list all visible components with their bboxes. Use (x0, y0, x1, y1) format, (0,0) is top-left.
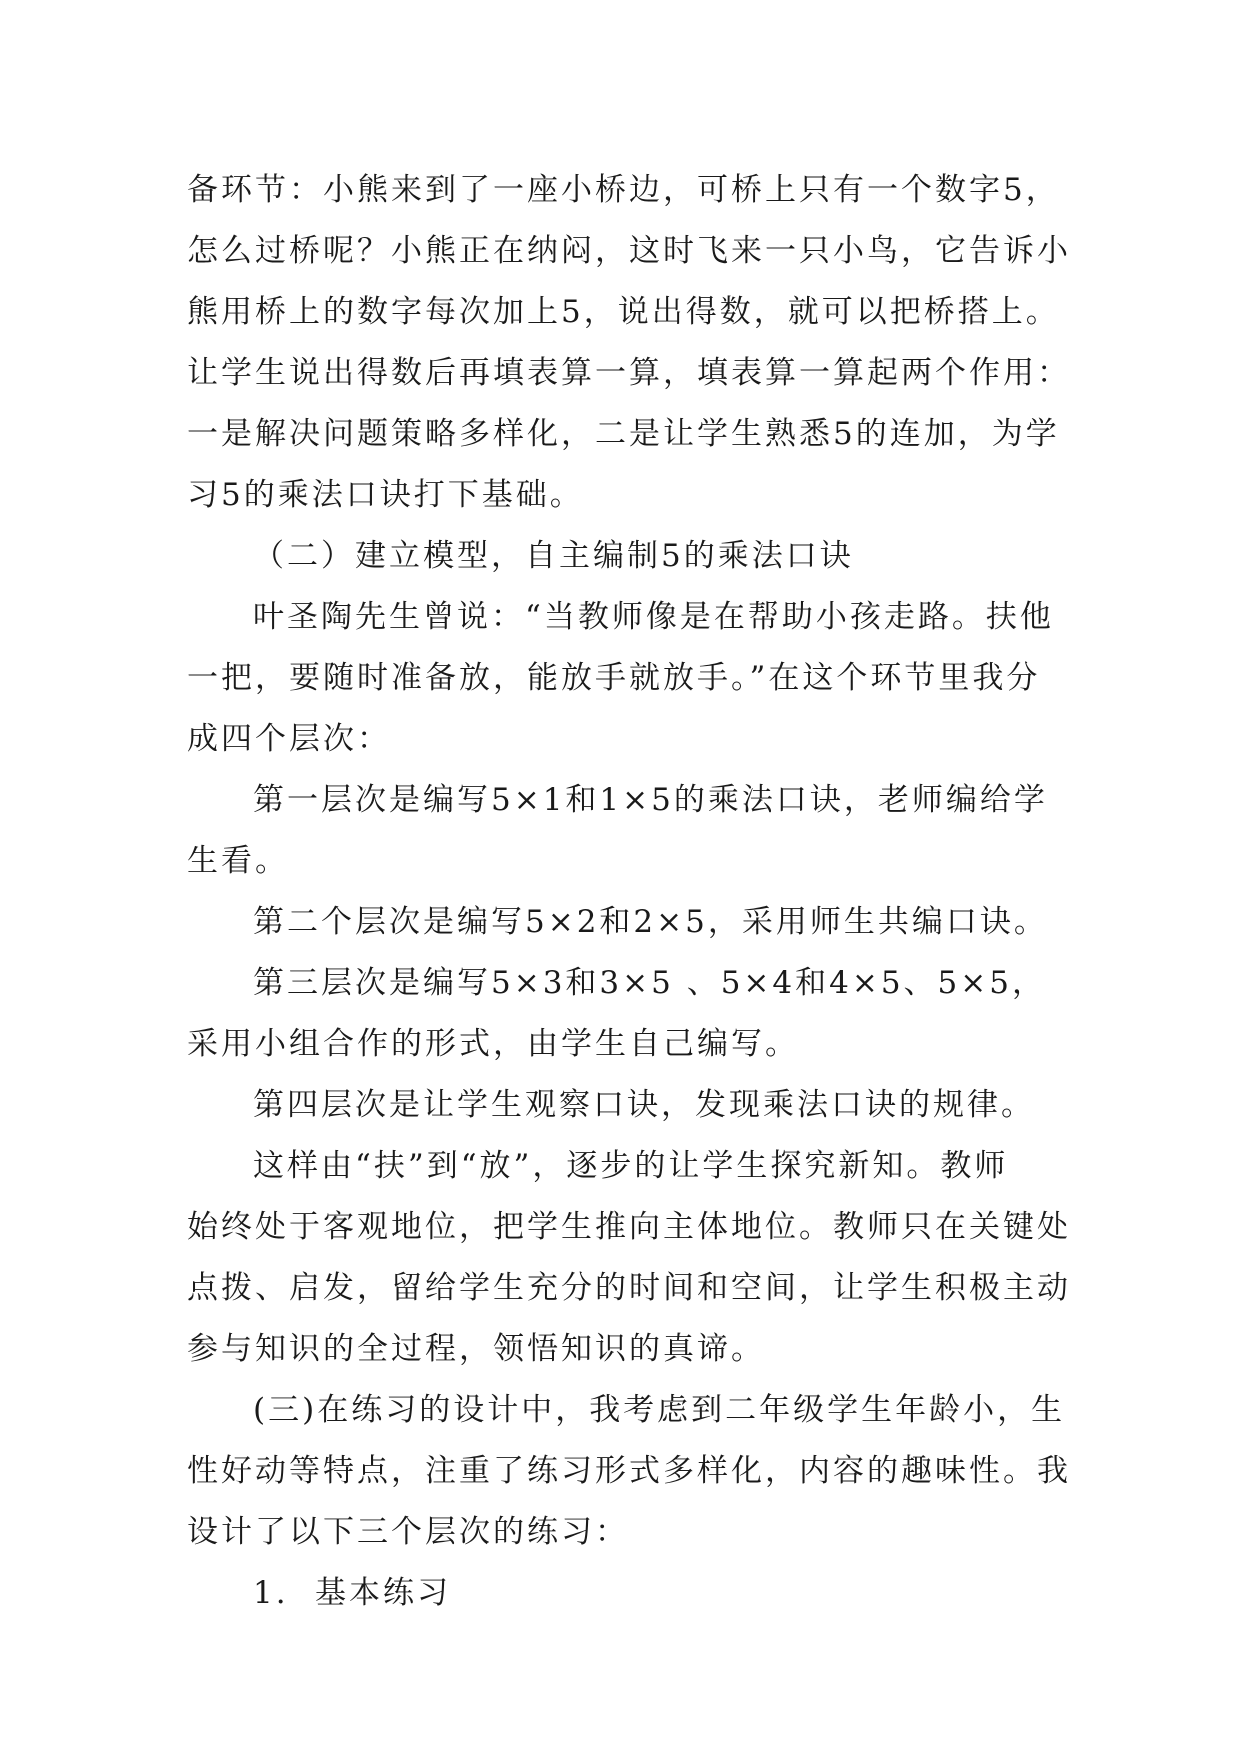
paragraph-line: 备环节：小熊来到了一座小桥边，可桥上只有一个数字5， (187, 172, 1060, 208)
paragraph-line: 生看。 (187, 843, 289, 879)
paragraph-line: 第四层次是让学生观察口诀，发现乘法口诀的规律。 (253, 1087, 1035, 1123)
paragraph-line: 第三层次是编写5×3和3×5 、5×4和4×5、5×5， (253, 965, 1046, 1001)
paragraph-line: 怎么过桥呢？小熊正在纳闷，这时飞来一只小鸟，它告诉小 (187, 233, 1071, 269)
paragraph-line: 成四个层次： (187, 721, 391, 757)
paragraph-line: 始终处于客观地位，把学生推向主体地位。教师只在关键处 (187, 1209, 1071, 1245)
paragraph-line: 一把，要随时准备放，能放手就放手。”在这个环节里我分 (187, 660, 1041, 696)
document-page (187, 160, 1071, 1624)
list-item-label: 基本练习 (315, 1575, 451, 1611)
paragraph-line: 点拨、启发，留给学生充分的时间和空间，让学生积极主动 (187, 1270, 1071, 1306)
paragraph-line: 这样由“扶”到“放”，逐步的让学生探究新知。教师 (253, 1148, 1009, 1184)
list-item-number: 1. (253, 1575, 289, 1611)
paragraph-line: 第一层次是编写5×1和1×5的乘法口诀，老师编给学 (253, 782, 1048, 818)
paragraph-line: 采用小组合作的形式，由学生自己编写。 (187, 1026, 799, 1062)
paragraph-line: 参与知识的全过程，领悟知识的真谛。 (187, 1331, 765, 1367)
section-heading: （二）建立模型，自主编制5的乘法口诀 (253, 538, 854, 574)
paragraph-line: 性好动等特点，注重了练习形式多样化，内容的趣味性。我 (187, 1453, 1071, 1489)
paragraph-line: 习5的乘法口诀打下基础。 (187, 477, 584, 513)
paragraph-line: 熊用桥上的数字每次加上5，说出得数，就可以把桥搭上。 (187, 294, 1060, 330)
paragraph-line: 第二个层次是编写5×2和2×5，采用师生共编口诀。 (253, 904, 1048, 940)
paragraph-line: 一是解决问题策略多样化，二是让学生熟悉5的连加，为学 (187, 416, 1060, 452)
paragraph-line: 让学生说出得数后再填表算一算，填表算一算起两个作用： (187, 355, 1071, 391)
paragraph-line: 叶圣陶先生曾说：“当教师像是在帮助小孩走路。扶他 (253, 599, 1054, 635)
paragraph-line: (三)在练习的设计中，我考虑到二年级学生年龄小，生 (253, 1392, 1066, 1428)
paragraph-line: 设计了以下三个层次的练习： (187, 1514, 629, 1550)
list-item (187, 1563, 1053, 1624)
